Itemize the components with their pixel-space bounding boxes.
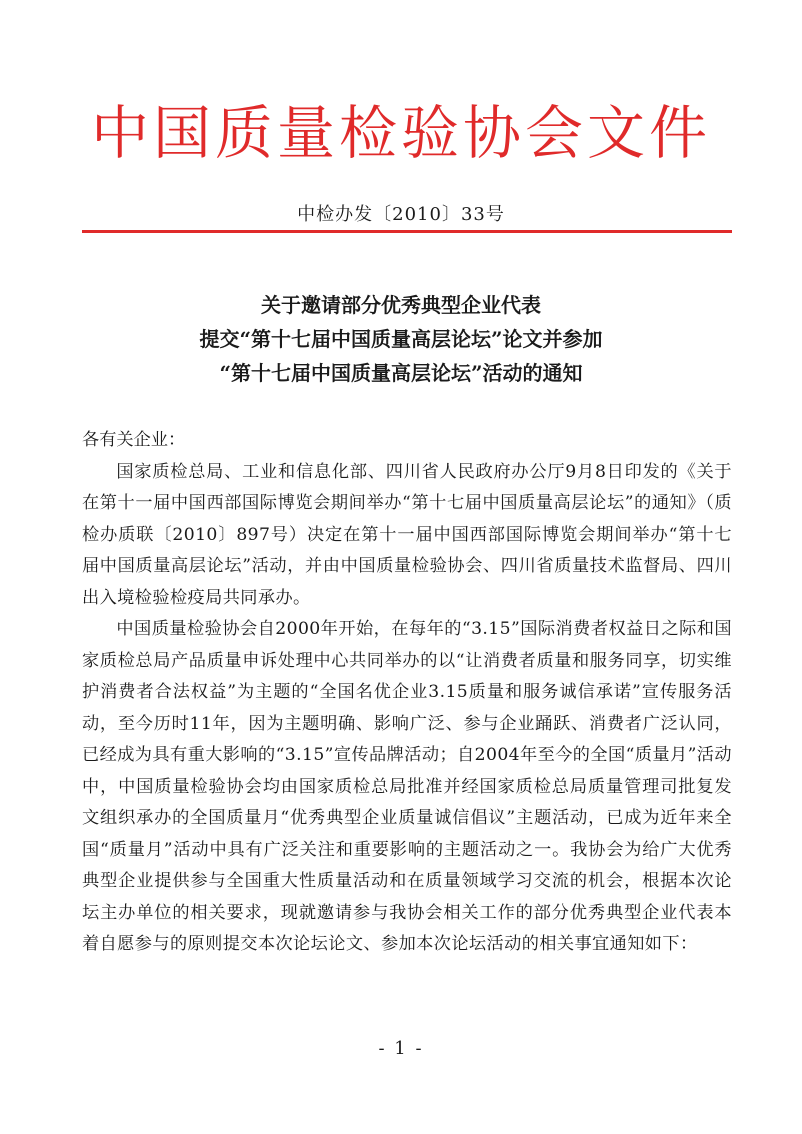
body-paragraph: 国家质检总局、工业和信息化部、四川省人民政府办公厅9月8日印发的《关于在第十一届中国西部国际博览会期间举办“第十七届中国质量高层论坛”的通知》（质检办质联〔2010〕897号）决定在第十一届中国西部国际博览会期间举办“第十七届中国质量高层论坛”活动，并由中国质量检验协会、四川省质量技术监督局、四川出入境检验检疫局共同承办。 (82, 461, 732, 608)
page-number: - 1 - (378, 1038, 424, 1059)
document-number: 中检办发〔2010〕33号 (297, 204, 505, 225)
notice-title-line: 提交“第十七届中国质量高层论坛”论文并参加 (199, 327, 603, 351)
notice-body (82, 425, 732, 961)
notice-title (0, 288, 802, 390)
salutation: 各有关企业： (82, 430, 186, 450)
organization-header-title: 中国质量检验协会文件 (90, 99, 711, 167)
red-divider-line (82, 230, 732, 233)
body-paragraph: 中国质量检验协会自2000年开始，在每年的“3.15”国际消费者权益日之际和国家质检总局产品质量申诉处理中心共同举办的以“让消费者质量和服务同享，切实维护消费者合法权益”为主题的“全国名优企业3.15质量和服务诚信承诺”宣传服务活动，至今历时11年，因为主题明确、影响广泛、参与企业踊跃、消费者广泛认同，已经成为具有重大影响的“3.15”宣传品牌活动；自2004年至今的全国“质量月”活动中，中国质量检验协会均由国家质检总局批准并经国家质检总局质量管理司批复发文组织承办的全国质量月“优秀典型企业质量诚信倡议”主题活动，已成为近年来全国“质量月”活动中具有广泛关注和重要影响的主题活动之一。我协会为给广大优秀典型企业提供参与全国重大性质量活动和在质量领域学习交流的机会，根据本次论坛主办单位的相关要求，现就邀请参与我协会相关工作的部分优秀典型企业代表本着自愿参与的原则提交本次论坛论文、参加本次论坛活动的相关事宜通知如下： (82, 619, 732, 954)
notice-title-line: 关于邀请部分优秀典型企业代表 (261, 293, 541, 317)
notice-title-line: “第十七届中国质量高层论坛”活动的通知 (219, 361, 583, 385)
